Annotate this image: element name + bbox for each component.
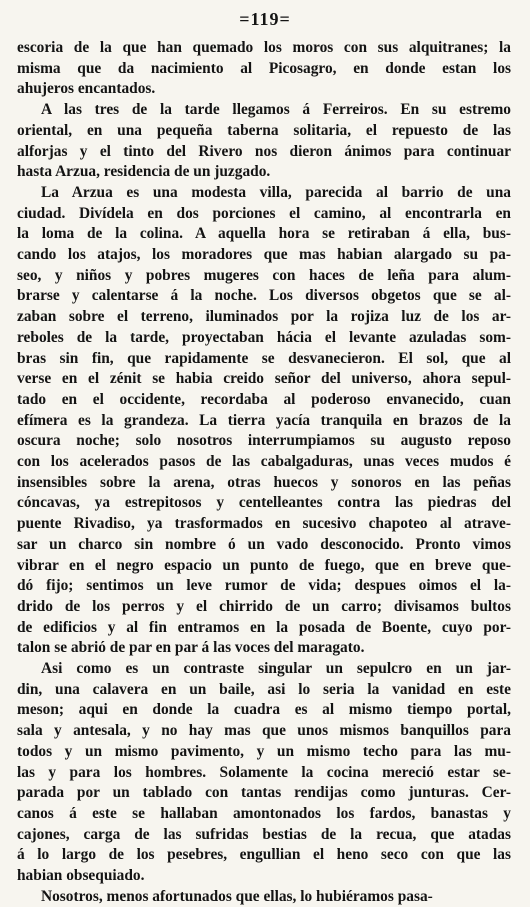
text-line: A las tres de la tarde llegamos á Ferreiros. En su estremo bbox=[41, 101, 511, 119]
text-line: verse en el zénit se habia creido señor del universo, ahora sepul- bbox=[17, 370, 511, 388]
text-line: Nosotros, menos afortunados que ellas, lo hubiéramos pasa- bbox=[41, 887, 433, 905]
text-line: drido de los perros y el chirrido de un carro; divisamos bultos bbox=[17, 597, 511, 615]
text-line: din, una calavera en un baile, asi lo seria la vanidad en este bbox=[17, 680, 511, 698]
text-line: misma que da nacimiento al Picosagro, en donde estan los bbox=[17, 59, 511, 77]
text-line: la loma de la colina. A aquella hora se retiraban á ella, bus- bbox=[17, 225, 511, 243]
text-line: las y para los hombres. Solamente la cocina mereció estar se- bbox=[17, 763, 511, 781]
text-line: escoria de la que han quemado los moros con sus alquitranes; la bbox=[17, 39, 511, 56]
text-line: zaban sobre el terreno, iluminados por la rojiza luz de los ar- bbox=[17, 308, 511, 326]
text-line: efímera es la grandeza. La tierra yacía tranquila en brazos de la bbox=[17, 411, 511, 429]
text-line: sar un charco sin nombre ó un vado desconocido. Pronto vimos bbox=[17, 535, 511, 553]
text-line: Asi como es un contraste singular un sepulcro en un jar- bbox=[41, 660, 511, 677]
text-line: reboles de la tarde, proyectaban hácia el levante azuladas som- bbox=[17, 328, 511, 346]
text-line: puente Rivadiso, ya trasformados en sucesivo chapoteo al atrave- bbox=[17, 515, 511, 533]
text-line: habian obsequiado. bbox=[17, 867, 145, 884]
text-line: brarse y calentarse á la noche. Los diversos obgetos que se al- bbox=[17, 287, 511, 305]
text-line: hasta Arzua, residencia de un juzgado. bbox=[17, 163, 271, 181]
text-line: cando los atajos, los moradores que mas habian alargado su pa- bbox=[17, 246, 511, 263]
text-line: meson; aqui en donde la cuadra es al mismo tiempo portal, bbox=[17, 701, 511, 719]
text-line: ahujeros encantados. bbox=[17, 80, 156, 98]
text-line: cajones, carga de las sufridas bestias de la recua, que atadas bbox=[17, 825, 511, 843]
text-line: canos á este se hallaban amontonados los fardos, banastas y bbox=[17, 804, 511, 822]
text-line: alforjas y el tinto del Rivero nos dieron ánimos para continuar bbox=[17, 142, 511, 160]
text-line: tado en el occidente, recordaba al poderoso envanecido, cuan bbox=[17, 390, 511, 408]
text-line: seo, y niños y pobres mugeres con haces de leña para alum- bbox=[17, 266, 511, 284]
text-line: sala y antesala, y no hay mas que unos mismos banquillos para bbox=[17, 722, 511, 740]
text-line: oriental, en una pequeña taberna solitaria, el repuesto de las bbox=[17, 121, 511, 139]
text-line: insensibles sobre la arena, otras huecos y sonoros en las peñas bbox=[17, 473, 511, 491]
text-line: parada por un tablado con tantas rendijas como junturas. Cer- bbox=[17, 784, 511, 802]
text-line: ciudad. Divídela en dos porciones el camino, al encontrarla en bbox=[17, 204, 511, 222]
text-line: dó fijo; sentimos un leve rumor de vida; despues oimos el la- bbox=[17, 577, 511, 595]
text-line: La Arzua es una modesta villa, parecida al barrio de una bbox=[41, 183, 511, 201]
text-line: bras sin fin, que rapidamente se desvanecieron. El sol, que al bbox=[17, 349, 511, 367]
text-line: cóncavas, ya estrepitosos y centelleantes contra las piedras del bbox=[17, 494, 511, 512]
text-line: talon se abrió de par en par á las voces del maragato. bbox=[17, 639, 365, 657]
text-line: vibrar en el negro espacio un punto de fuego, que en breve que- bbox=[17, 556, 511, 574]
text-line: todos y un mismo pavimento, y un mismo techo para las mu- bbox=[17, 742, 511, 760]
page-number: =119= bbox=[239, 9, 291, 29]
text-line: de edificios y al fin entramos en la posada de Boente, cuyo por- bbox=[17, 618, 511, 636]
text-line: oscura noche; solo nosotros interrumpiamos su augusto reposo bbox=[17, 432, 511, 450]
text-line: con los acelerados pasos de las cabalgaduras, unas veces mudos é bbox=[17, 453, 511, 470]
text-line: á lo largo de los pesebres, engullian el heno seco con que las bbox=[17, 846, 511, 864]
